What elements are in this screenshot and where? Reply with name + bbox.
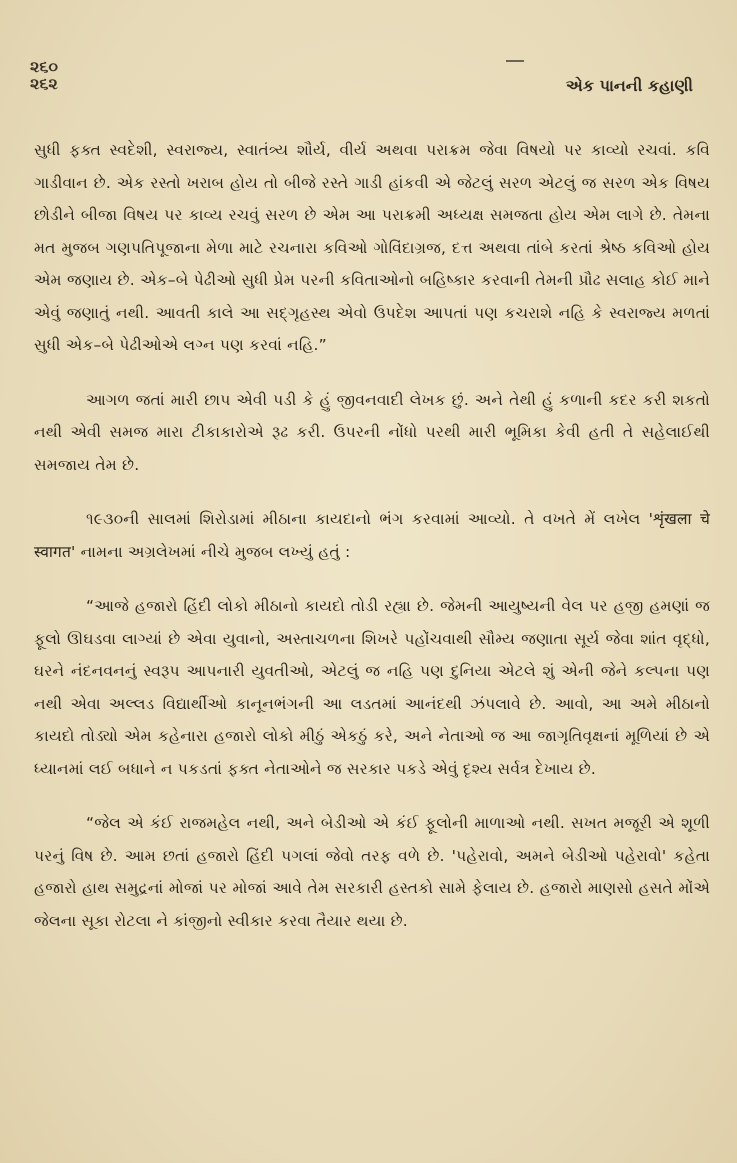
- body-text: [34, 134, 710, 959]
- page-number-lower: ૨૬૨: [30, 74, 58, 93]
- paragraph-continuation: સુધી ફક્ત સ્વદેશી, સ્વરાજ્ય, સ્વાતંત્ર્ય શૌર્ય, વીર્ય અથવા પરાક્રમ જેવા વિષયો પર કાવ્યો રચવાં. કવિ ગાડીવાન છે. એક રસ્તો ખરાબ હોય તો બીજે રસ્તે ગાડી હાંકવી એ જેટલું સરળ એટલું જ સરળ એક વિષય છોડીને બીજા વિષય પર કાવ્ય રચવું સરળ છે એમ આ પરાક્રમી અધ્યક્ષ સમજતા હોય એમ લાગે છે. તેમના મત મુજબ ગણપતિપૂજાના મેળા માટે રચનારા કવિઓ ગોવિંદાગ્રજ, દત્ત અથવા તાંબે કરતાં શ્રેષ્ઠ કવિઓ હોય એમ જણાય છે. એક–બે પેઢીઓ સુધી પ્રેમ પરની કવિતાઓનો બહિષ્કાર કરવાની તેમની પ્રૌઢ સલાહ કોઈ માને એવું જણાતું નથી. આવતી કાલે આ સદ્‌ગૃહસ્થ એવો ઉપદેશ આપતાં પણ કચરાશે નહિ કે સ્વરાજ્ય મળતાં સુધી એક–બે પેઢીઓએ લગ્ન પણ કરવાં નહિ.”: [34, 141, 710, 354]
- running-title: એક પાનની કહાણી: [565, 76, 693, 95]
- paragraph: ૧૯૩૦ની સાલમાં શિરોડામાં મીઠાના કાયદાનો ભંગ કરવામાં આવ્યો. તે વખતે મેં લખેલ 'शृंखला चे स्वागत' નામના અગ્રલેખમાં નીચે મુજબ લખ્યું હતું :: [34, 510, 710, 561]
- header-rule: [506, 60, 524, 62]
- paragraph: આગળ જતાં મારી છાપ એવી પડી કે હું જીવનવાદી લેખક છું. અને તેથી હું કળાની કદર કરી શકતો નથી એવી સમજ મારા ટીકાકારોએ રૂઢ કરી. ઉપરની નોંધો પરથી મારી ભૂમિકા કેવી હતી તે સહેલાઈથી સમજાય તેમ છે.: [34, 390, 710, 474]
- page-number-upper: ૨૬૦: [30, 57, 58, 76]
- quoted-paragraph: “જેલ એ કંઈ રાજમહેલ નથી, અને બેડીઓ એ કંઈ ફૂલોની માળાઓ નથી. સખત મજૂરી એ શૂળી પરનું વિષ છે. આમ છતાં હજારો હિંદી પગલાં જેવો તરફ વળે છે. 'પહેરાવો, અમને બેડીઓ પહેરાવો' કહેતા હજારો હાથ સમુદ્રનાં મોજાં પર મોજાં આવે તેમ સરકારી હસ્તકો સામે ફેલાય છે. હજારો માણસો હસતે મોંએ જેલના સૂકા રોટલા ને કાંજીનો સ્વીકાર કરવા તૈયાર થયા છે.: [34, 814, 710, 930]
- quoted-paragraph: “આજે હજારો હિંદી લોકો મીઠાનો કાયદો તોડી રહ્યા છે. જેમની આયુષ્યની વેલ પર હજી હમણાં જ ફૂલો ઊઘડવા લાગ્યાં છે એવા યુવાનો, અસ્તાચળના શિખરે પહોંચવાથી સૌમ્ય જણાતા સૂર્ય જેવા શાંત વૃદ્ધો, ઘરને નંદનવનનું સ્વરૂપ આપનારી યુવતીઓ, એટલું જ નહિ પણ દુનિયા એટલે શું એની જેને કલ્પના પણ નથી એવા અલ્લડ વિદ્યાર્થીઓ કાનૂનભંગની આ લડતમાં આનંદથી ઝંપલાવે છે. આવો, આ અમે મીઠાનો કાયદો તોડ્યો એમ કહેનારા હજારો લોકો મીઠું એકઠું કરે, અને નેતાઓ જ આ જાગૃતિવૃક્ષનાં મૂળિયાં છે એ ધ્યાનમાં લઈ બધાને ન પકડતાં ફક્ત નેતાઓને જ સરકાર પકડે એવું દૃશ્ય સર્વત્ર દેખાય છે.: [34, 597, 710, 778]
- page-number: [30, 58, 58, 92]
